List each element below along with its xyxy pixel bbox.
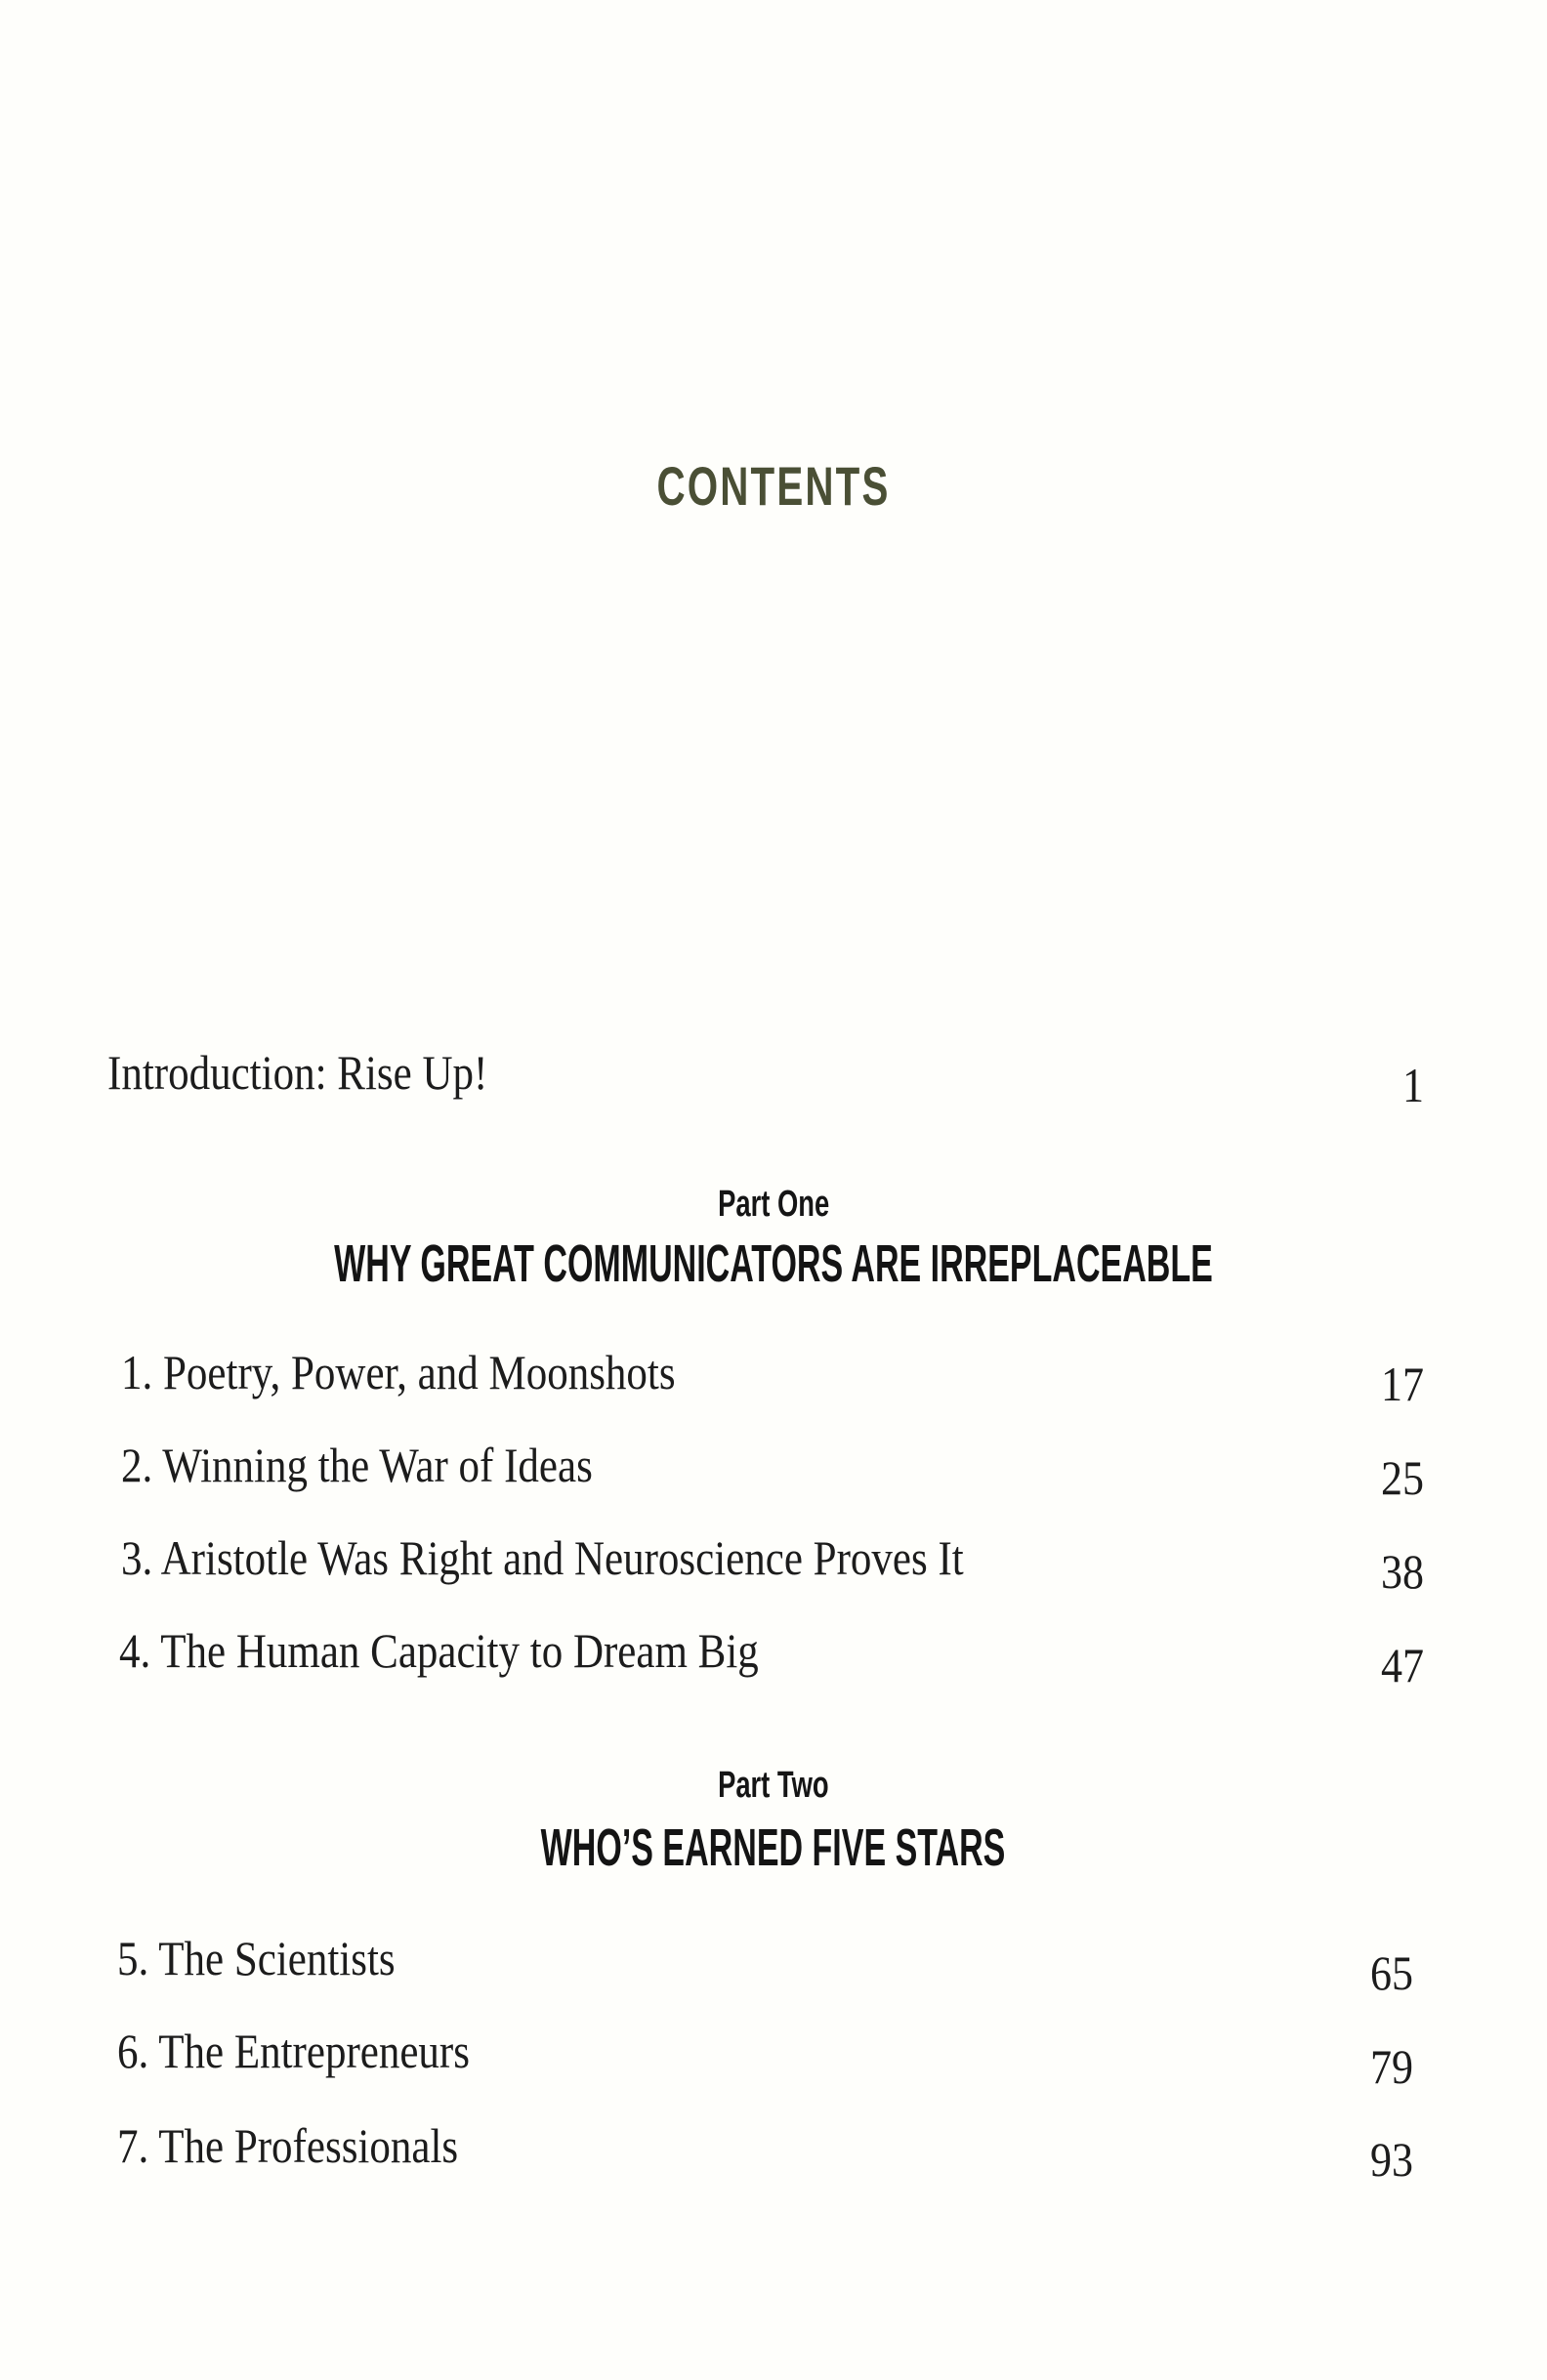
toc-entry-title: 3. Aristotle Was Right and Neuroscience Proves It bbox=[121, 1530, 964, 1585]
toc-entry-page-number: 47 bbox=[1381, 1638, 1424, 1692]
toc-entry-chapter-3[interactable] bbox=[121, 1530, 1101, 1585]
contents-title-wrap bbox=[0, 455, 1547, 517]
toc-entry-chapter-7[interactable] bbox=[117, 2118, 514, 2173]
toc-entry-title: 7. The Professionals bbox=[117, 2118, 459, 2173]
page-title: CONTENTS bbox=[656, 455, 891, 517]
toc-entry-introduction[interactable] bbox=[107, 1045, 550, 1100]
toc-entry-title: 2. Winning the War of Ideas bbox=[121, 1438, 593, 1492]
part-heading: WHY GREAT COMMUNICATORS ARE IRREPLACEABLE bbox=[334, 1234, 1213, 1293]
toc-entry-page-number: 17 bbox=[1381, 1357, 1424, 1411]
part-label: Part Two bbox=[718, 1765, 829, 1806]
part-one-label-wrap bbox=[0, 1186, 1547, 1223]
part-two-heading-wrap bbox=[0, 1818, 1547, 1877]
part-two-label-wrap bbox=[0, 1767, 1547, 1804]
toc-entry-page-number: 1 bbox=[1402, 1058, 1424, 1112]
toc-entry-page-number: 65 bbox=[1370, 1945, 1413, 2000]
part-heading: WHO’S EARNED FIVE STARS bbox=[541, 1818, 1006, 1877]
toc-entry-title: 4. The Human Capacity to Dream Big bbox=[119, 1623, 759, 1678]
part-one-heading-wrap bbox=[0, 1234, 1547, 1293]
toc-entry-title: 1. Poetry, Power, and Moonshots bbox=[121, 1345, 676, 1399]
toc-entry-page-number: 38 bbox=[1381, 1544, 1424, 1599]
part-label: Part One bbox=[717, 1184, 830, 1225]
toc-entry-chapter-5[interactable] bbox=[117, 1931, 440, 1985]
toc-entry-page-number: 79 bbox=[1370, 2039, 1413, 2094]
toc-entry-chapter-1[interactable] bbox=[121, 1345, 766, 1399]
toc-entry-title: 6. The Entrepreneurs bbox=[117, 2024, 470, 2078]
toc-entry-chapter-6[interactable] bbox=[117, 2024, 527, 2078]
toc-entry-chapter-2[interactable] bbox=[121, 1438, 669, 1492]
toc-entry-page-number: 25 bbox=[1381, 1450, 1424, 1505]
toc-entry-chapter-4[interactable] bbox=[119, 1623, 862, 1678]
toc-entry-title: 5. The Scientists bbox=[117, 1931, 396, 1985]
toc-entry-page-number: 93 bbox=[1370, 2132, 1413, 2187]
toc-entry-title: Introduction: Rise Up! bbox=[107, 1045, 488, 1100]
